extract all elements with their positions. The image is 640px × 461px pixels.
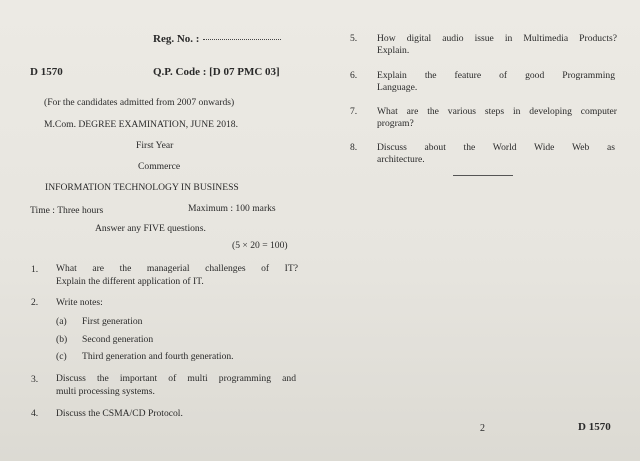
candidates-note: (For the candidates admitted from 2007 onwards) [44, 97, 235, 108]
reg-no-blank [203, 39, 281, 40]
exam-title: M.Com. DEGREE EXAMINATION, JUNE 2018. [44, 119, 238, 130]
reg-no-label: Reg. No. : [153, 34, 281, 45]
q3-line2: multi processing systems. [56, 386, 155, 397]
instruction: Answer any FIVE questions. [95, 223, 206, 234]
stream-label: Commerce [138, 161, 181, 172]
q6-line1: Explain the feature of good Programming [377, 70, 615, 81]
end-divider [453, 175, 513, 176]
q1-number: 1. [31, 264, 39, 275]
q5-number: 5. [350, 33, 358, 44]
q5-line2: Explain. [377, 45, 410, 56]
page-number: 2 [480, 423, 485, 434]
q1-line2: Explain the different application of IT. [56, 276, 204, 287]
q6-number: 6. [350, 70, 358, 81]
q3-number: 3. [31, 374, 39, 385]
year-label: First Year [136, 140, 174, 151]
q1-line1: What are the managerial challenges of IT? [56, 263, 298, 274]
q2-a-text: First generation [82, 316, 143, 327]
maximum-marks: Maximum : 100 marks [188, 203, 276, 214]
q2-number: 2. [31, 297, 39, 308]
q2-b-text: Second generation [82, 334, 154, 345]
q8-line1: Discuss about the World Wide Web as [377, 142, 615, 153]
q8-line2: architecture. [377, 154, 425, 165]
q6-line2: Language. [377, 82, 418, 93]
subject-title: INFORMATION TECHNOLOGY IN BUSINESS [45, 182, 239, 193]
q2-a-label: (a) [56, 316, 67, 327]
q4-number: 4. [31, 408, 39, 419]
paper-code: D 1570 [30, 66, 63, 78]
q8-number: 8. [350, 142, 358, 153]
qp-code: Q.P. Code : [D 07 PMC 03] [153, 66, 280, 78]
q5-line1: How digital audio issue in Multimedia Products? [377, 33, 617, 44]
q2-text: Write notes: [56, 297, 103, 308]
marks-formula: (5 × 20 = 100) [232, 240, 288, 251]
time-label: Time : Three hours [30, 205, 104, 216]
q7-line1: What are the various steps in developing computer [377, 106, 617, 117]
q2-b-label: (b) [56, 334, 68, 345]
q3-line1: Discuss the important of multi programming and [56, 373, 296, 384]
q2-c-label: (c) [56, 351, 67, 362]
q2-c-text: Third generation and fourth generation. [82, 351, 234, 362]
footer-paper-code: D 1570 [578, 421, 611, 433]
q7-number: 7. [350, 106, 358, 117]
q7-line2: program? [377, 118, 414, 129]
q4-text: Discuss the CSMA/CD Protocol. [56, 408, 183, 419]
